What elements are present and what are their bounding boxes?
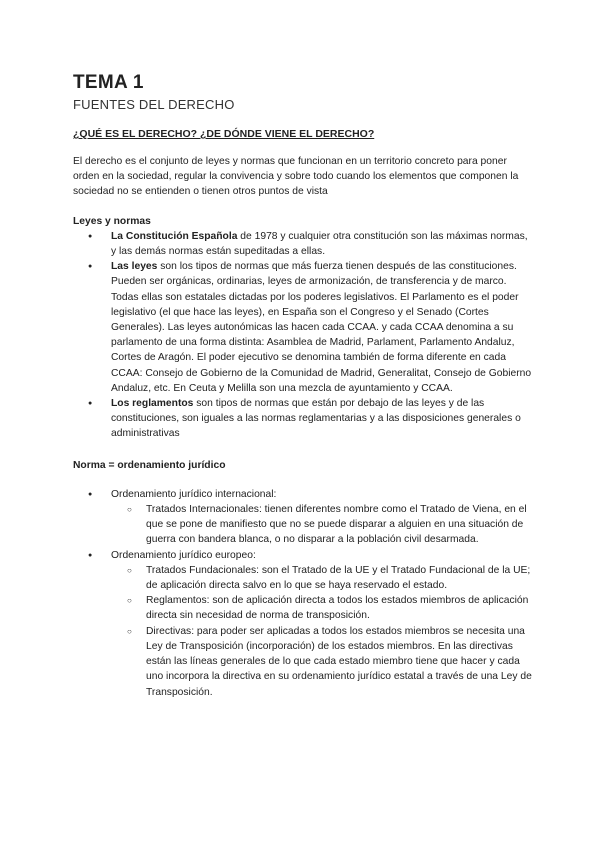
page-title: TEMA 1 [73, 72, 144, 93]
document-content [73, 72, 533, 700]
intro-paragraph: El derecho es el conjunto de leyes y normas que funcionan en un territorio concreto para poner orden en la sociedad, regular la convivencia y sobre todo cuando los elementos que componen la sociedad no se entienden o tienen otros puntos de vista [73, 156, 519, 198]
list-item-term: Los reglamentos [111, 398, 194, 410]
sub-list-item [73, 502, 533, 548]
list-item-text: : para poder ser aplicadas a todos los estados miembros se necesita una Ley de Transposición (incorporación) de los estados miembros. En las directivas están las líneas generales de lo que cada estado miembro tiene que hacer y cada uno incorpora la directiva en su ordenamiento jurídico estatal a través de una Ley de Transposición. [146, 625, 532, 698]
list-item-text: son los tipos de normas que más fuerza tienen después de las constituciones. Pueden ser orgánicas, ordinarias, leyes de armonización, de transferencia y de marco. Todas ellas son estatales dictadas por los poderes legislativos. El Parlamento es el poder legislativo (el que hace las leyes), en España son el Congreso y el Senado (Cortes Generales). Las leyes autonómicas las hacen cada CCAA. y cada CCAA denomina a su parlamento de una forma distinta: Asamblea de Madrid, Parlament, Parlamento Andaluz, Cortes de Aragón. El poder ejecutivo se denomina también de forma diferente en cada CCAA: Consejo de Gobierno de la Comunidad de Madrid, Generalitat, Consejo de Gobierno Andaluz, etc. En Ceuta y Melilla son una mezcla de ayuntamiento y CCAA. [111, 261, 532, 394]
list-item-europeo [73, 548, 533, 563]
list-item-text: : son de aplicación directa a todos los estados miembros de aplicación directa sin necesidad de norma de transposición. [146, 595, 529, 622]
leyes-list [73, 229, 533, 442]
list-item-term: Directivas [146, 625, 192, 637]
list-item [73, 259, 533, 396]
list-item-term: Tratados Fundacionales [146, 564, 257, 576]
norma-list [73, 487, 533, 700]
list-item-term: Tratados Internacionales [146, 504, 259, 516]
list-item [73, 396, 533, 442]
sub-list-item [73, 593, 533, 623]
page-subtitle: FUENTES DEL DERECHO [73, 97, 235, 112]
norma-heading: Norma = ordenamiento jurídico [73, 459, 226, 471]
list-item-text: : tienen diferentes nombre como el Tratado de Viena, en el que se pone de manifiesto que no se puede disparar a alguien en una situación de guerra con bandera blanca, o no disparar a la población civil desarmada. [146, 504, 527, 546]
list-item-label: Ordenamiento jurídico internacional: [111, 488, 277, 500]
list-item-internacional [73, 487, 533, 502]
list-item-term: La Constitución Española [111, 230, 238, 242]
list-item-term: Reglamentos [146, 595, 207, 607]
leyes-heading: Leyes y normas [73, 215, 151, 227]
list-item-text: : son el Tratado de la UE y el Tratado Fundacional de la UE; de aplicación directa salvo en lo que se haya reservado el estado. [146, 564, 531, 592]
list-item-text: de 1978 y cualquier otra constitución son las máximas normas, y las demás normas están supeditadas a ellas. [111, 230, 528, 258]
spacer [73, 473, 533, 487]
sub-list-item [73, 563, 533, 593]
list-item-term: Las leyes [111, 261, 158, 273]
list-item-text: son tipos de normas que están por debajo de las leyes y de las constituciones, son iguales a las normas reglamentarias y a las disposiciones generales o administrativas [111, 398, 521, 440]
sub-list-item [73, 624, 533, 700]
section-question: ¿QUÉ ES EL DERECHO? ¿DE DÓNDE VIENE EL DERECHO? [73, 128, 375, 140]
list-item [73, 229, 533, 259]
list-item-label: Ordenamiento jurídico europeo: [111, 549, 256, 561]
